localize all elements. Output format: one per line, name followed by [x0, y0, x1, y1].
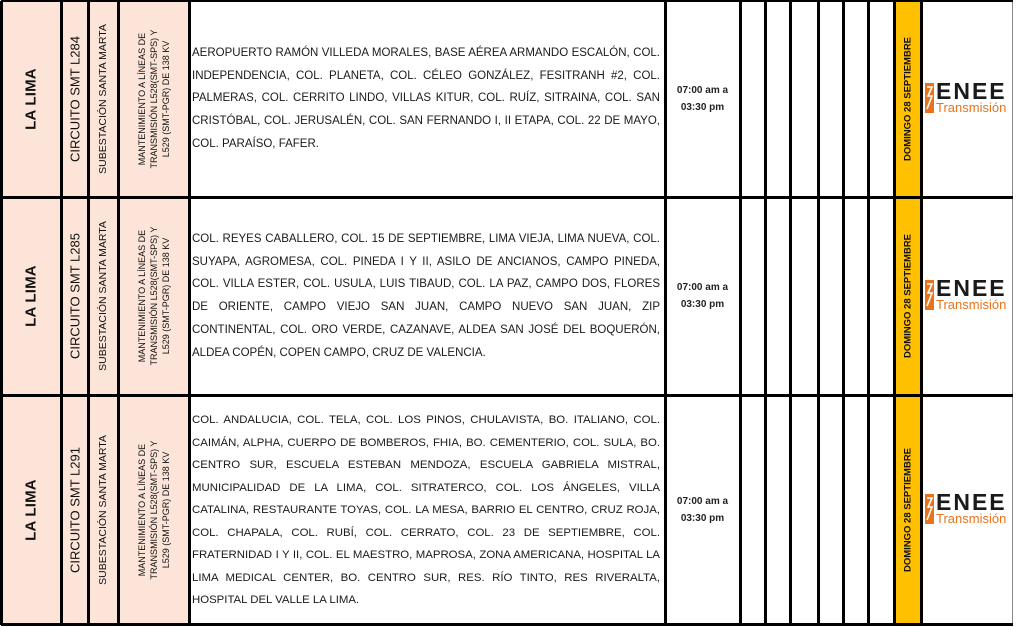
grid-line — [1012, 1, 1013, 625]
grid-line — [1, 623, 1013, 626]
logo-subtitle: Transmisión — [936, 297, 1007, 312]
logo-title: ENEE — [936, 275, 1007, 301]
date-label: DOMINGO 28 SEPTIEMBRE — [902, 36, 913, 162]
municipality-cell — [1, 197, 61, 395]
maintenance-cell — [118, 197, 189, 395]
empty-cell — [843, 1, 868, 197]
maintenance-label: MANTENIMIENTO A LÍNEAS DE TRANSMISIÓN L528(SMT-SPS) Y L529 (SMT-PGR) DE 138 KV — [136, 226, 171, 366]
circuit-label: CIRCUITO SMT L291 — [67, 447, 82, 573]
outage-schedule-table — [1, 1, 1013, 625]
grid-line — [1, 394, 1013, 397]
grid-line — [789, 1, 792, 625]
maintenance-label: MANTENIMIENTO A LÍNEAS DE TRANSMISIÓN L528(SMT-SPS) Y L529 (SMT-PGR) DE 138 KV — [136, 29, 171, 169]
time-start: 07:00 am a — [676, 85, 729, 96]
grid-line — [1, 196, 1013, 199]
affected-areas-text: COL. REYES CABALLERO, COL. 15 DE SEPTIEMBRE, LIMA VIEJA, LIMA NUEVA, COL. SUYAPA, AGROMESA, COL. PINEDA I Y II, ASILO DE ANCIANOS, CAMPO PINEDA, COL. VILLA ESTER, COL. USULA, LUIS TIBAUD, COL. LA PAZ, CAMPO DOS, FLORES DE ORIENTE, CAMPO VIEJO SAN JUAN, CAMPO NUEVO SAN JUAN, ZIP CONTINENTAL, COL. ORO VERDE, CAZANAVE, ALDEA SAN JOSÉ DEL BOQUERÓN, ALDEA COPÉN, COPEN CAMPO, CRUZ DE VALENCIA. — [192, 232, 660, 359]
logo-subtitle: Transmisión — [936, 511, 1007, 526]
grid-line — [1, 0, 1013, 2]
maintenance-cell — [118, 395, 189, 625]
municipality-label: LA LIMA — [22, 479, 40, 541]
grid-line — [188, 1, 191, 625]
maintenance-label: MANTENIMIENTO A LÍNEAS DE TRANSMISIÓN L528(SMT-SPS) Y L529 (SMT-PGR) DE 138 KV — [136, 440, 171, 580]
grid-line — [664, 1, 667, 625]
empty-cell — [868, 395, 894, 625]
time-cell — [665, 197, 740, 395]
circuit-cell — [61, 395, 88, 625]
empty-cell — [765, 197, 790, 395]
date-label: DOMINGO 28 SEPTIEMBRE — [902, 447, 913, 573]
logo-cell — [921, 1, 1013, 197]
substation-cell — [88, 395, 118, 625]
substation-label: SUBESTACIÓN SANTA MARTA — [97, 221, 109, 371]
circuit-cell — [61, 197, 88, 395]
grid-line — [817, 1, 820, 625]
empty-cell — [868, 197, 894, 395]
enee-logo — [925, 79, 1013, 119]
areas-cell — [189, 1, 665, 197]
empty-cell — [740, 1, 765, 197]
empty-cell — [818, 395, 843, 625]
empty-cell — [790, 197, 818, 395]
time-end: 03:30 pm — [680, 513, 725, 524]
grid-line — [87, 1, 90, 625]
affected-areas-text: COL. ANDALUCIA, COL. TELA, COL. LOS PINOS, CHULAVISTA, BO. ITALIANO, COL. CAIMÁN, ALPHA, CUERPO DE BOMBEROS, FHIA, BO. CEMENTERIO, COL. SULA, BO. CENTRO SUR, ESCUELA ESTEBAN MENDOZA, ESCUELA GABRIELA MISTRAL, MUNICIPALIDAD DE LA LIMA, COL. SITRATERCO, COL. LOS ÁNGELES, VILLA CATALINA, RESTAURANTE TOYAS, COL. LA MESA, BARRIO EL CENTRO, CRUZ ROJA, COL. CHAPALA, COL. RUBÍ, COL. CERRATO, COL. 23 DE SEPTIEMBRE, COL. FRATERNIDAD I Y II, COL. EL MAESTRO, MAPROSA, ZONA AMERICANA, HOSPITAL LA LIMA MEDICAL CENTER, BO. CENTRO SUR, RES. RÍO TINTO, RES RIVERALTA, HOSPITAL DEL VALLE LA LIMA. — [192, 413, 660, 606]
areas-cell — [189, 395, 665, 625]
logo-subtitle: Transmisión — [936, 100, 1007, 115]
grid-line — [0, 1, 3, 625]
maintenance-cell — [118, 1, 189, 197]
table-row — [1, 197, 1013, 395]
logo-cell — [921, 197, 1013, 395]
empty-cell — [765, 1, 790, 197]
substation-label: SUBESTACIÓN SANTA MARTA — [97, 24, 109, 174]
grid-line — [920, 1, 923, 625]
enee-logo — [925, 276, 1013, 316]
date-cell — [894, 395, 921, 625]
grid-line — [117, 1, 120, 625]
empty-cell — [740, 197, 765, 395]
enee-logo-icon — [925, 83, 934, 113]
enee-logo-icon — [925, 494, 934, 524]
municipality-cell — [1, 395, 61, 625]
logo-title: ENEE — [936, 489, 1007, 515]
circuit-label: CIRCUITO SMT L284 — [67, 36, 82, 162]
substation-label: SUBESTACIÓN SANTA MARTA — [97, 435, 109, 585]
time-range — [665, 493, 740, 527]
grid-line — [842, 1, 845, 625]
municipality-label: LA LIMA — [22, 265, 40, 327]
date-label: DOMINGO 28 SEPTIEMBRE — [902, 233, 913, 359]
logo-title: ENEE — [936, 78, 1007, 104]
time-cell — [665, 395, 740, 625]
empty-cell — [843, 197, 868, 395]
logo-cell — [921, 395, 1013, 625]
empty-cell — [843, 395, 868, 625]
table-row — [1, 1, 1013, 197]
time-start: 07:00 am a — [676, 496, 729, 507]
time-end: 03:30 pm — [680, 299, 725, 310]
affected-areas-text: AEROPUERTO RAMÓN VILLEDA MORALES, BASE AÉREA ARMANDO ESCALÓN, COL. INDEPENDENCIA, COL. PLANETA, COL. CÉLEO GONZÁLEZ, FESITRANH #2, COL. PALMERAS, COL. CERRITO LINDO, VILLAS KITUR, COL. RUÍZ, SITRAINA, COL. SAN CRISTÓBAL, COL. JERUSALÉN, COL. SAN FERNANDO I, II ETAPA, COL. 22 DE MAYO, COL. PARAÍSO, FAFER. — [192, 47, 660, 151]
time-range — [665, 82, 740, 116]
empty-cell — [790, 1, 818, 197]
empty-cell — [818, 197, 843, 395]
grid-line — [764, 1, 767, 625]
empty-cell — [740, 395, 765, 625]
municipality-label: LA LIMA — [22, 68, 40, 130]
grid-line — [893, 1, 896, 625]
time-cell — [665, 1, 740, 197]
empty-cell — [765, 395, 790, 625]
table-row — [1, 395, 1013, 625]
date-cell — [894, 197, 921, 395]
grid-line — [867, 1, 870, 625]
grid-line — [60, 1, 63, 625]
grid-line — [739, 1, 742, 625]
time-range — [665, 279, 740, 313]
substation-cell — [88, 197, 118, 395]
time-start: 07:00 am a — [676, 282, 729, 293]
enee-logo — [925, 490, 1013, 530]
enee-logo-icon — [925, 280, 934, 310]
areas-cell — [189, 197, 665, 395]
empty-cell — [790, 395, 818, 625]
substation-cell — [88, 1, 118, 197]
date-cell — [894, 1, 921, 197]
empty-cell — [818, 1, 843, 197]
time-end: 03:30 pm — [680, 102, 725, 113]
circuit-cell — [61, 1, 88, 197]
circuit-label: CIRCUITO SMT L285 — [67, 233, 82, 359]
empty-cell — [868, 1, 894, 197]
municipality-cell — [1, 1, 61, 197]
